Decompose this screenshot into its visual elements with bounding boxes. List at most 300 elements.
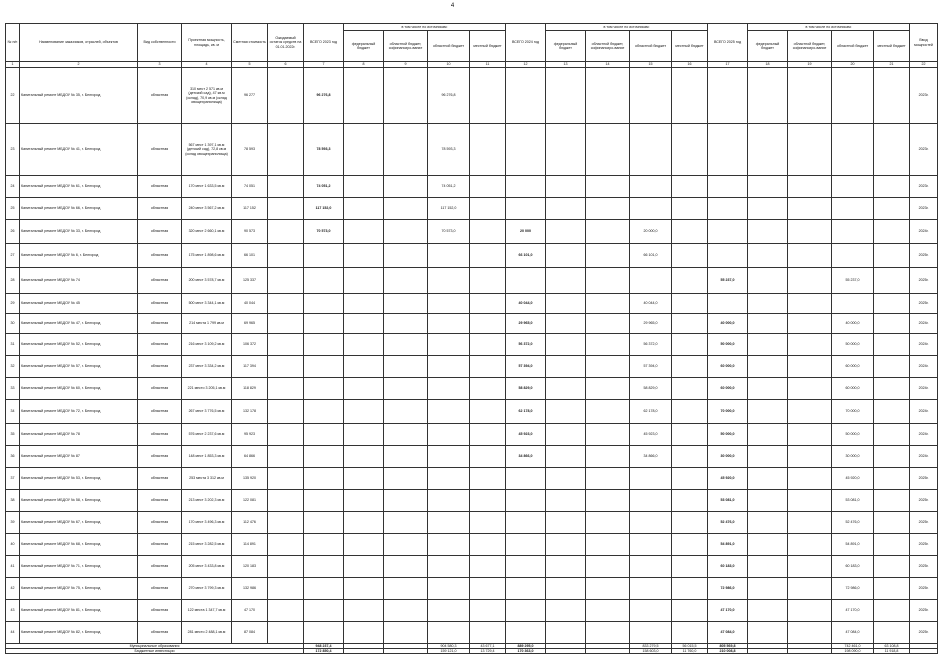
regional-2025: [832, 176, 874, 198]
header-regional: областной бюджет: [832, 31, 874, 62]
cofin-2023: [384, 490, 428, 512]
regional-2025: 30 000,0: [832, 446, 874, 468]
cofin-2025: [788, 68, 832, 124]
local-2023: [470, 490, 506, 512]
column-index: 6: [268, 62, 304, 68]
object-name: Капитальный ремонт МБДОУ № 87: [20, 446, 138, 468]
federal-2023: [344, 534, 384, 556]
cofin-2025: [788, 446, 832, 468]
federal-2023: [344, 600, 384, 622]
row-number: 23: [6, 124, 20, 176]
object-name: Капитальный ремонт МБДОУ № 82, г. Белгород: [20, 622, 138, 644]
column-index: 10: [428, 62, 470, 68]
regional-2025: 50 000,0: [832, 334, 874, 356]
regional-2024: 62 178,0: [630, 400, 672, 424]
capacity: 175 мест 1 898,6 кв.м: [182, 244, 232, 268]
commission-year: 2025г.: [910, 268, 938, 294]
total-2023: 96 276,8: [304, 68, 344, 124]
column-index: 18: [748, 62, 788, 68]
total-2024: [506, 490, 546, 512]
object-name: Капитальный ремонт МБДОУ № 33, г. Белгород: [20, 220, 138, 244]
local-2023: [470, 512, 506, 534]
estimated-cost: 47 170: [232, 600, 268, 622]
totals-t25: 210 008,8: [708, 649, 748, 654]
total-2025: [708, 244, 748, 268]
capacity: 170 мест 3 496,3 кв.м: [182, 512, 232, 534]
capacity: 253 места 3 312 кв.м: [182, 468, 232, 490]
remaining-funds: [268, 314, 304, 334]
header-commission: Ввод мощностей: [910, 24, 938, 62]
table-row: [6, 314, 938, 334]
estimated-cost: 118 829: [232, 378, 268, 400]
row-number: 43: [6, 600, 20, 622]
cofin-2023: [384, 68, 428, 124]
federal-2023: [344, 622, 384, 644]
table-row: [6, 534, 938, 556]
regional-2024: [630, 556, 672, 578]
total-2025: [708, 124, 748, 176]
header-local: местный бюджет: [470, 31, 506, 62]
column-index: 4: [182, 62, 232, 68]
cofin-2025: [788, 622, 832, 644]
capacity: 267 мест 3 776,5 кв.м: [182, 400, 232, 424]
estimated-cost: 135 920: [232, 468, 268, 490]
local-2023: [470, 424, 506, 446]
local-2024: [672, 534, 708, 556]
total-2024: [506, 68, 546, 124]
federal-2025: [748, 400, 788, 424]
object-name: Капитальный ремонт МБДОУ № 52, г. Белгород: [20, 334, 138, 356]
regional-2023: [428, 378, 470, 400]
total-2024: [506, 468, 546, 490]
federal-2023: [344, 314, 384, 334]
table-row: [6, 556, 938, 578]
local-2024: [672, 334, 708, 356]
federal-2025: [748, 468, 788, 490]
capacity: 567 мест 1 397,1 кв.м (детский сад), 72,8 кв.м (склад овощехранилища): [182, 124, 232, 176]
header-remaining: Ожидаемый остаток средств на 01.01.2022г.: [268, 24, 304, 62]
total-2025: 60 000,0: [708, 356, 748, 378]
regional-2023: [428, 356, 470, 378]
local-2023: [470, 334, 506, 356]
header-regional: областной бюджет: [630, 31, 672, 62]
total-2025: 60 000,0: [708, 378, 748, 400]
total-2025: [708, 176, 748, 198]
row-number: 26: [6, 220, 20, 244]
table-row: [6, 578, 938, 600]
capacity: 205 мест 3 433,8 кв.м: [182, 556, 232, 578]
table-row: [6, 220, 938, 244]
regional-2024: 20 000,0: [630, 220, 672, 244]
federal-2023: [344, 378, 384, 400]
totals-fed25: [748, 649, 788, 654]
column-index: 19: [788, 62, 832, 68]
local-2024: [672, 294, 708, 314]
remaining-funds: [268, 268, 304, 294]
ownership: областная: [138, 534, 182, 556]
column-index: 14: [586, 62, 630, 68]
capacity: 320 мест 2 660,1 кв.м: [182, 220, 232, 244]
object-name: Капитальный ремонт МБДОУ № 41, г. Белгород: [20, 124, 138, 176]
estimated-cost: 87 084: [232, 622, 268, 644]
column-index: 5: [232, 62, 268, 68]
header-group-2025: в том числе по источникам:: [748, 24, 910, 31]
column-index: 3: [138, 62, 182, 68]
cofin-2023: [384, 556, 428, 578]
local-2023: [470, 220, 506, 244]
ownership: областная: [138, 512, 182, 534]
table-row: [6, 600, 938, 622]
object-name: Капитальный ремонт МБДОУ № 53, г. Белгород: [20, 468, 138, 490]
row-number: 25: [6, 198, 20, 220]
federal-2023: [344, 220, 384, 244]
regional-2024: 45 923,0: [630, 424, 672, 446]
regional-2023: [428, 400, 470, 424]
totals-label: Бюджетные инвестиции: [6, 649, 304, 654]
table-row: [6, 244, 938, 268]
table-row: [6, 68, 938, 124]
local-2023: [470, 268, 506, 294]
table-row: [6, 334, 938, 356]
total-2023: [304, 512, 344, 534]
regional-2025: 53 081,0: [832, 490, 874, 512]
federal-2023: [344, 424, 384, 446]
cofin-2023: [384, 622, 428, 644]
total-2023: 117 152,0: [304, 198, 344, 220]
commission-year: 2025г.: [910, 600, 938, 622]
column-index: 2: [20, 62, 138, 68]
totals-t25: 805 569,8: [708, 644, 748, 649]
total-2023: [304, 268, 344, 294]
object-name: Капитальный ремонт МБДОУ № 66, г. Белгород: [20, 198, 138, 220]
local-2025: [874, 446, 910, 468]
cofin-2025: [788, 314, 832, 334]
regional-2024: 40 044,0: [630, 294, 672, 314]
federal-2024: [546, 446, 586, 468]
column-index: 11: [470, 62, 506, 68]
commission-year: 2024г.: [910, 220, 938, 244]
cofin-2023: [384, 176, 428, 198]
column-index: 22: [910, 62, 938, 68]
table-row: [6, 446, 938, 468]
commission-year: 2025г.: [910, 578, 938, 600]
cofin-2023: [384, 600, 428, 622]
cofin-2025: [788, 378, 832, 400]
total-2025: 47 170,0: [708, 600, 748, 622]
regional-2024: 66 101,0: [630, 244, 672, 268]
federal-2025: [748, 176, 788, 198]
column-index: 9: [384, 62, 428, 68]
regional-2024: 57 394,0: [630, 356, 672, 378]
totals-commission: [910, 649, 938, 654]
total-2025: [708, 294, 748, 314]
local-2024: [672, 490, 708, 512]
federal-2024: [546, 600, 586, 622]
local-2025: [874, 294, 910, 314]
cofin-2025: [788, 468, 832, 490]
total-2025: 50 000,0: [708, 334, 748, 356]
row-number: 41: [6, 556, 20, 578]
regional-2023: [428, 490, 470, 512]
commission-year: 2025г.: [910, 622, 938, 644]
federal-2025: [748, 314, 788, 334]
total-2025: [708, 220, 748, 244]
header-federal: федеральный бюджет: [748, 31, 788, 62]
federal-2025: [748, 490, 788, 512]
federal-2025: [748, 600, 788, 622]
total-2025: 45 920,0: [708, 468, 748, 490]
regional-2024: [630, 176, 672, 198]
regional-2024: [630, 124, 672, 176]
federal-2024: [546, 314, 586, 334]
total-2024: [506, 124, 546, 176]
federal-2025: [748, 534, 788, 556]
capacity: 170 мест 1 633,5 кв.м: [182, 176, 232, 198]
cofin-2024: [586, 534, 630, 556]
total-2025: 72 986,0: [708, 578, 748, 600]
total-2023: [304, 356, 344, 378]
ownership: областная: [138, 220, 182, 244]
federal-2024: [546, 578, 586, 600]
total-2023: [304, 468, 344, 490]
regional-2024: [630, 468, 672, 490]
regional-2025: [832, 294, 874, 314]
row-number: 34: [6, 400, 20, 424]
local-2025: [874, 356, 910, 378]
local-2024: [672, 198, 708, 220]
totals-row: [6, 649, 938, 654]
total-2025: [708, 68, 748, 124]
estimated-cost: 66 101: [232, 244, 268, 268]
remaining-funds: [268, 176, 304, 198]
cofin-2023: [384, 356, 428, 378]
cofin-2023: [384, 198, 428, 220]
local-2024: [672, 578, 708, 600]
total-2023: [304, 334, 344, 356]
federal-2024: [546, 294, 586, 314]
investment-table: [5, 23, 938, 654]
total-2024: [506, 556, 546, 578]
federal-2023: [344, 294, 384, 314]
local-2024: [672, 68, 708, 124]
cofin-2024: [586, 490, 630, 512]
cofin-2024: [586, 198, 630, 220]
capacity: 148 мест 1 853,3 кв.м: [182, 446, 232, 468]
regional-2023: 74 051,2: [428, 176, 470, 198]
total-2023: [304, 556, 344, 578]
total-2025: 52 476,0: [708, 512, 748, 534]
cofin-2025: [788, 294, 832, 314]
column-index: 20: [832, 62, 874, 68]
cofin-2025: [788, 490, 832, 512]
totals-t23: 172 850,4: [304, 649, 344, 654]
regional-2025: [832, 220, 874, 244]
object-name: Капитальный ремонт МБДОУ № 58, г. Белгород: [20, 490, 138, 512]
row-number: 36: [6, 446, 20, 468]
regional-2023: [428, 294, 470, 314]
cofin-2023: [384, 124, 428, 176]
cofin-2024: [586, 176, 630, 198]
cofin-2025: [788, 198, 832, 220]
total-2024: [506, 268, 546, 294]
table-row: [6, 268, 938, 294]
object-name: Капитальный ремонт МБДОУ № 78: [20, 424, 138, 446]
regional-2025: 72 986,0: [832, 578, 874, 600]
federal-2023: [344, 68, 384, 124]
object-name: Капитальный ремонт МБДОУ № 45: [20, 294, 138, 314]
ownership: областная: [138, 314, 182, 334]
ownership: областная: [138, 578, 182, 600]
estimated-cost: 117 394: [232, 356, 268, 378]
header-federal: федеральный бюджет: [546, 31, 586, 62]
header-cofin: областной бюджет, софинансиро-вание: [788, 31, 832, 62]
regional-2025: 52 476,0: [832, 512, 874, 534]
totals-reg25: 742 461,0: [832, 644, 874, 649]
commission-year: 2023г.: [910, 176, 938, 198]
regional-2023: [428, 556, 470, 578]
cofin-2023: [384, 512, 428, 534]
cofin-2024: [586, 220, 630, 244]
federal-2025: [748, 556, 788, 578]
cofin-2023: [384, 334, 428, 356]
row-number: 32: [6, 356, 20, 378]
header-group-2023: в том числе по источникам:: [344, 24, 506, 31]
ownership: областная: [138, 356, 182, 378]
regional-2025: 70 000,0: [832, 400, 874, 424]
column-index: 17: [708, 62, 748, 68]
estimated-cost: 106 372: [232, 334, 268, 356]
row-number: 42: [6, 578, 20, 600]
regional-2025: 40 000,0: [832, 314, 874, 334]
cofin-2024: [586, 294, 630, 314]
commission-year: 2024г.: [910, 424, 938, 446]
totals-reg25: 198 090,0: [832, 649, 874, 654]
federal-2024: [546, 556, 586, 578]
cofin-2025: [788, 124, 832, 176]
object-name: Капитальный ремонт МБДОУ № 71, г. Белгород: [20, 556, 138, 578]
capacity: 500 мест 3 344,1 кв.м: [182, 294, 232, 314]
cofin-2024: [586, 512, 630, 534]
header-federal: федеральный бюджет: [344, 31, 384, 62]
regional-2023: [428, 244, 470, 268]
regional-2024: [630, 512, 672, 534]
header-total-2024: ВСЕГО 2024 год: [506, 24, 546, 62]
remaining-funds: [268, 198, 304, 220]
local-2025: [874, 334, 910, 356]
regional-2024: [630, 600, 672, 622]
object-name: Капитальный ремонт МБДОУ № 47, г. Белгород: [20, 314, 138, 334]
cofin-2024: [586, 244, 630, 268]
local-2024: [672, 244, 708, 268]
total-2024: 34 866,0: [506, 446, 546, 468]
row-number: 28: [6, 268, 20, 294]
local-2025: [874, 378, 910, 400]
cofin-2024: [586, 124, 630, 176]
regional-2023: 70 573,0: [428, 220, 470, 244]
federal-2024: [546, 424, 586, 446]
regional-2023: [428, 268, 470, 294]
local-2023: [470, 356, 506, 378]
federal-2025: [748, 268, 788, 294]
local-2025: [874, 468, 910, 490]
regional-2025: 45 920,0: [832, 468, 874, 490]
total-2025: 54 891,0: [708, 534, 748, 556]
regional-2023: [428, 622, 470, 644]
row-number: 37: [6, 468, 20, 490]
federal-2024: [546, 198, 586, 220]
total-2025: 70 000,0: [708, 400, 748, 424]
cofin-2025: [788, 578, 832, 600]
cofin-2024: [586, 622, 630, 644]
local-2023: [470, 468, 506, 490]
table-row: [6, 378, 938, 400]
federal-2025: [748, 124, 788, 176]
column-index: 8: [344, 62, 384, 68]
ownership: областная: [138, 400, 182, 424]
federal-2023: [344, 468, 384, 490]
regional-2024: 56 372,0: [630, 334, 672, 356]
commission-year: 2024г.: [910, 334, 938, 356]
regional-2025: 54 891,0: [832, 534, 874, 556]
total-2024: 45 923,0: [506, 424, 546, 446]
regional-2024: [630, 622, 672, 644]
commission-year: 2023г.: [910, 68, 938, 124]
estimated-cost: 132 178: [232, 400, 268, 424]
total-2025: 30 000,0: [708, 446, 748, 468]
header-capacity: Проектная мощность, площадь, кв. м: [182, 24, 232, 62]
totals-reg24: 833 279,5: [630, 644, 672, 649]
estimated-cost: 117 152: [232, 198, 268, 220]
federal-2025: [748, 220, 788, 244]
regional-2023: [428, 578, 470, 600]
capacity: 237 мест 3 334,2 кв.м: [182, 356, 232, 378]
total-2023: [304, 400, 344, 424]
ownership: областная: [138, 468, 182, 490]
column-index: 13: [546, 62, 586, 68]
commission-year: 2025г.: [910, 294, 938, 314]
totals-reg23: 904 580,3: [428, 644, 470, 649]
row-number: 40: [6, 534, 20, 556]
object-name: Капитальный ремонт МБДОУ № 61, г. Белгород: [20, 176, 138, 198]
regional-2024: [630, 578, 672, 600]
row-number: 22: [6, 68, 20, 124]
federal-2023: [344, 578, 384, 600]
local-2024: [672, 314, 708, 334]
federal-2025: [748, 622, 788, 644]
local-2025: [874, 124, 910, 176]
local-2023: [470, 124, 506, 176]
estimated-cost: 114 891: [232, 534, 268, 556]
cofin-2024: [586, 600, 630, 622]
remaining-funds: [268, 468, 304, 490]
total-2023: [304, 314, 344, 334]
cofin-2023: [384, 400, 428, 424]
regional-2025: 47 084,0: [832, 622, 874, 644]
total-2025: 55 237,0: [708, 268, 748, 294]
header-ownership: Вид собственности: [138, 24, 182, 62]
federal-2024: [546, 622, 586, 644]
federal-2023: [344, 124, 384, 176]
federal-2024: [546, 534, 586, 556]
total-2024: [506, 578, 546, 600]
total-2025: 50 000,0: [708, 424, 748, 446]
estimated-cost: 112 476: [232, 512, 268, 534]
row-number: 35: [6, 424, 20, 446]
commission-year: 2024г.: [910, 314, 938, 334]
estimated-cost: 96 277: [232, 68, 268, 124]
total-2023: [304, 622, 344, 644]
header-group-2024: в том числе по источникам:: [546, 24, 708, 31]
